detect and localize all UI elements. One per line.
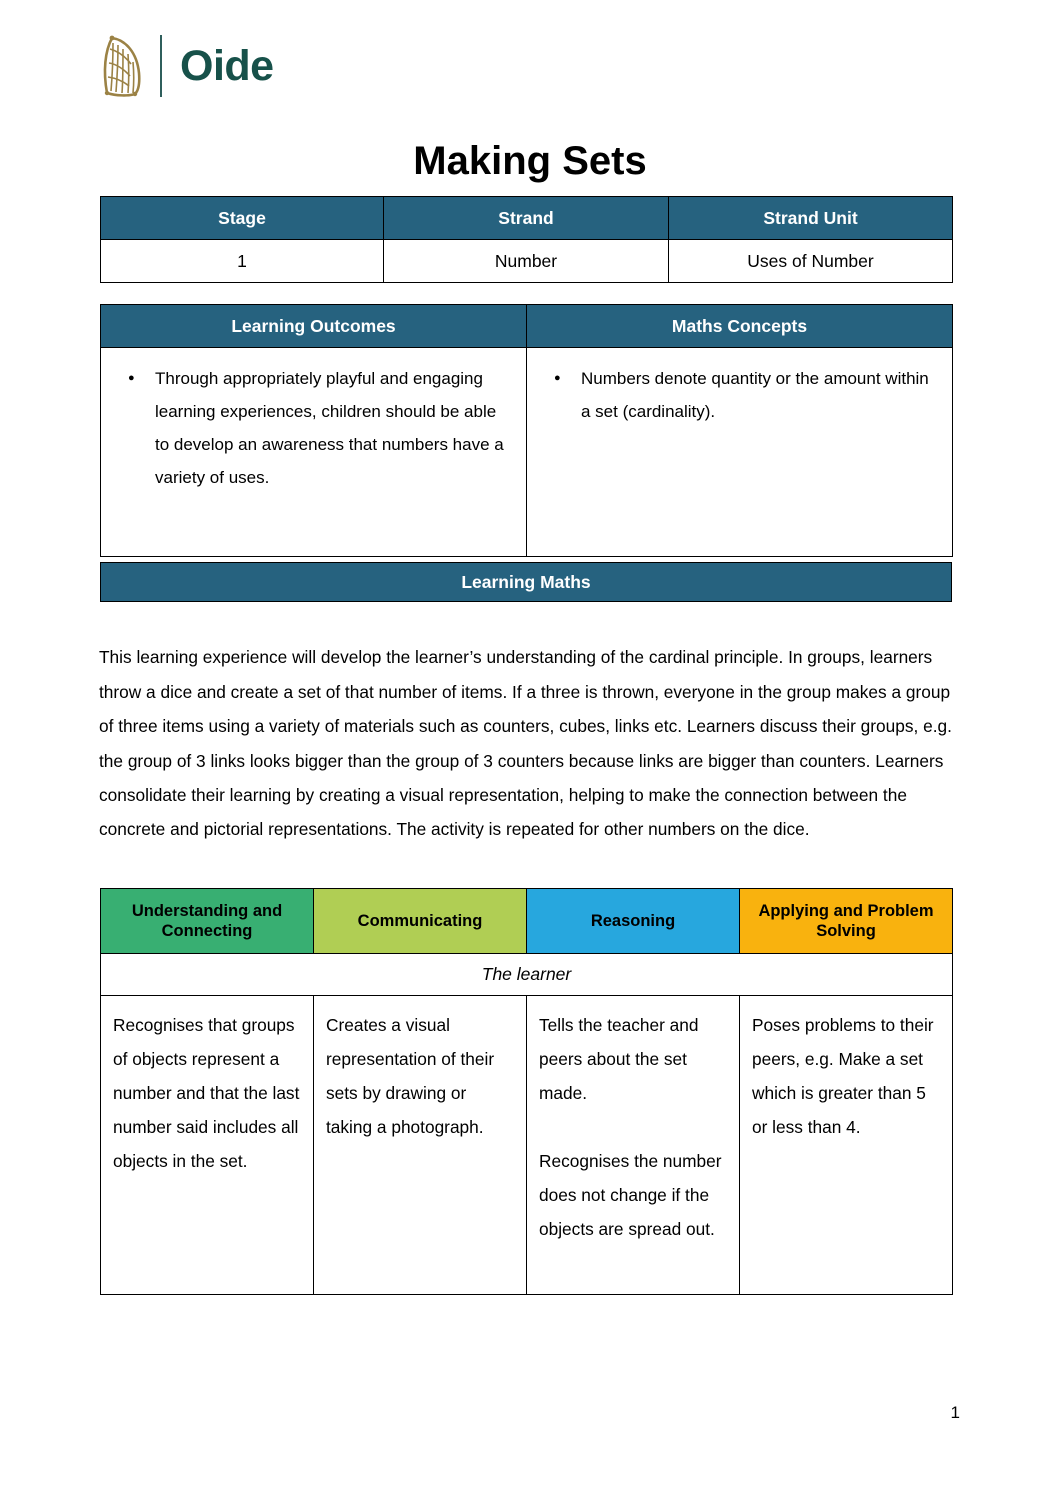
table-row bbox=[101, 240, 953, 283]
cell-understanding-and-connecting bbox=[101, 996, 314, 1295]
irish-harp-icon bbox=[100, 33, 146, 99]
column-header-strand-unit: Strand Unit bbox=[669, 197, 953, 240]
learning-maths-banner bbox=[100, 562, 952, 602]
column-header-strand: Strand bbox=[384, 197, 669, 240]
skills-subheader-the-learner: The learner bbox=[101, 954, 953, 996]
skills-table bbox=[100, 888, 953, 1295]
column-header-communicating: Communicating bbox=[314, 889, 527, 954]
cell-communicating bbox=[314, 996, 527, 1295]
cell-maths-concepts bbox=[527, 348, 953, 557]
table-row bbox=[101, 996, 953, 1295]
list-item: ● Through appropriately playful and engaging learning experiences, children should be able to develop an awareness that numbers have a variety of uses. bbox=[155, 362, 508, 494]
cell-learning-outcomes bbox=[101, 348, 527, 557]
column-header-understanding-and-connecting: Understanding and Connecting bbox=[101, 889, 314, 954]
cell-reasoning bbox=[527, 996, 740, 1295]
table-row-subheader bbox=[101, 954, 953, 996]
learning-maths-banner-label: Learning Maths bbox=[461, 571, 591, 592]
column-header-reasoning: Reasoning bbox=[527, 889, 740, 954]
brand-logo bbox=[100, 30, 274, 102]
skill-text: Creates a visual representation of their sets by drawing or taking a photograph. bbox=[326, 1015, 495, 1137]
cell-applying-and-problem-solving bbox=[740, 996, 953, 1295]
skill-text: Poses problems to their peers, e.g. Make a set which is greater than 5 or less than 4. bbox=[752, 1015, 934, 1137]
learning-outcomes-list bbox=[115, 362, 508, 494]
stage-strand-table bbox=[100, 196, 953, 283]
maths-concepts-list bbox=[541, 362, 934, 428]
column-header-stage: Stage bbox=[101, 197, 384, 240]
skill-text: Recognises the number does not change if the objects are spread out. bbox=[539, 1151, 722, 1239]
table-row-header bbox=[101, 305, 953, 348]
column-header-applying-and-problem-solving: Applying and Problem Solving bbox=[740, 889, 953, 954]
outcomes-concepts-table bbox=[100, 304, 953, 557]
column-header-maths-concepts: Maths Concepts bbox=[527, 305, 953, 348]
brand-name: Oide bbox=[180, 41, 274, 90]
page-title: Making Sets bbox=[413, 138, 647, 183]
table-row-header bbox=[101, 889, 953, 954]
table-row-header bbox=[101, 197, 953, 240]
skill-text: Recognises that groups of objects represent a number and that the last number said includes all objects in the set. bbox=[113, 1015, 300, 1171]
learning-maths-paragraph: This learning experience will develop the learner’s understanding of the cardinal principle. In groups, learners throw a dice and create a set of that number of items. If a three is thrown, everyone in the group makes a group of three items using a variety of materials such as counters, cubes, links etc. Learners discuss their groups, e.g. the group of 3 links looks bigger than the group of 3 counters because links are bigger than counters. Learners consolidate their learning by creating a visual representation, helping to make the connection between the concrete and pictorial representations. The activity is repeated for other numbers on the dice. bbox=[99, 647, 952, 840]
list-item: ● Numbers denote quantity or the amount within a set (cardinality). bbox=[581, 362, 934, 428]
column-header-learning-outcomes: Learning Outcomes bbox=[101, 305, 527, 348]
table-row bbox=[101, 348, 953, 557]
page-number: 1 bbox=[950, 1403, 960, 1422]
cell-strand-unit-value: Uses of Number bbox=[669, 240, 953, 283]
cell-strand-value: Number bbox=[384, 240, 669, 283]
cell-stage-value: 1 bbox=[101, 240, 384, 283]
skill-text: Tells the teacher and peers about the set made. bbox=[539, 1015, 699, 1103]
logo-divider bbox=[160, 35, 162, 97]
